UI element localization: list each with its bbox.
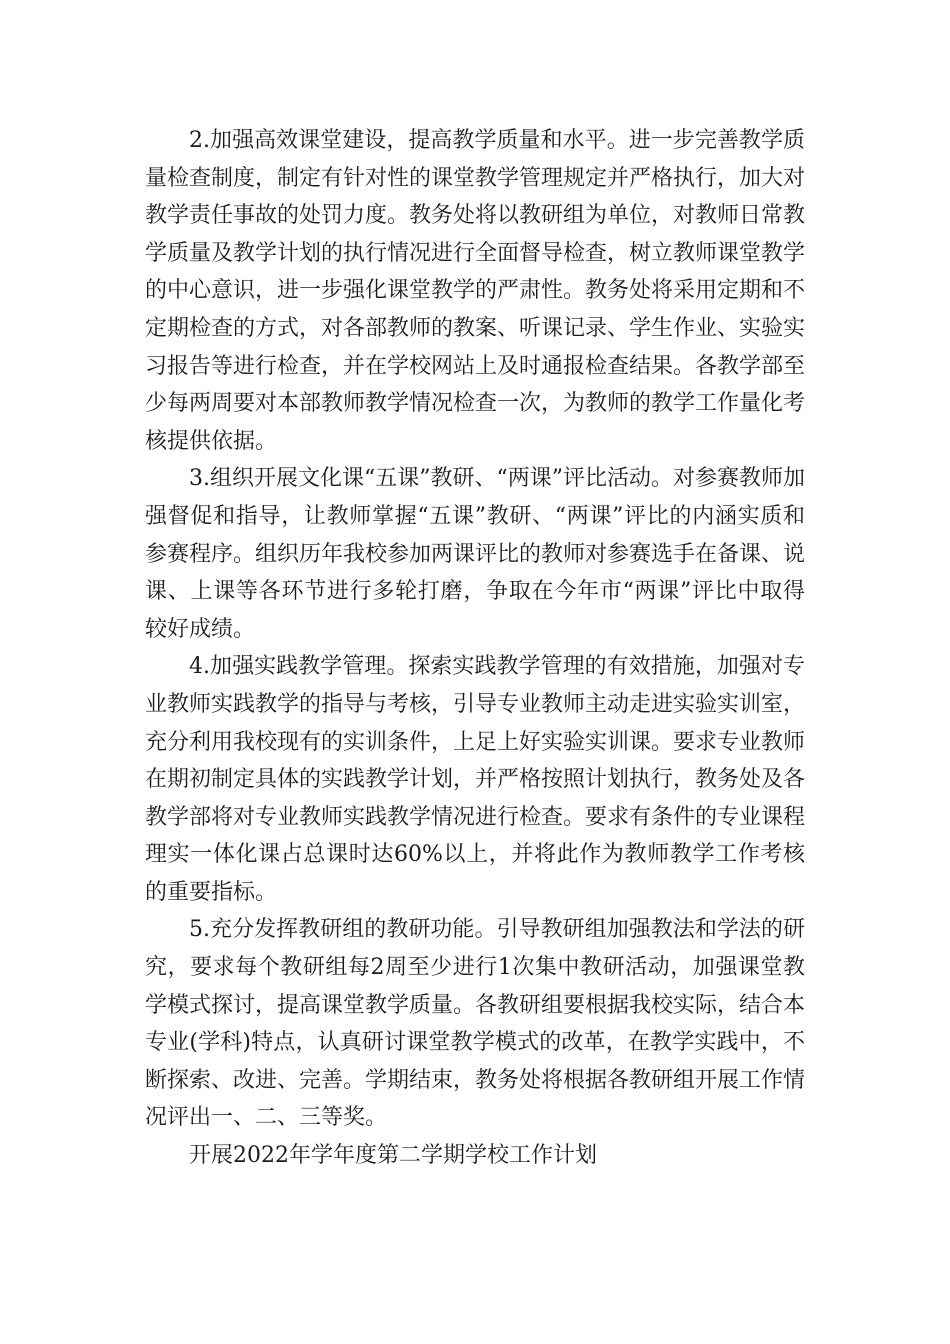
- paragraph-item-3: 3.组织开展文化课“五课”教研、“两课”评比活动。对参赛教师加强督促和指导，让教师掌握“五课”教研、“两课”评比的内涵实质和参赛程序。组织历年我校参加两课评比的教师对参赛选手在备课、说课、上课等各环节进行多轮打磨，争取在今年市“两课”评比中取得较好成绩。: [145, 466, 806, 642]
- paragraph-item-5: 5.充分发挥教研组的教研功能。引导教研组加强教法和学法的研究，要求每个教研组每2周至少进行1次集中教研活动，加强课堂教学模式探讨，提高课堂教学质量。各教研组要根据我校实际，结合本专业(学科)特点，认真研讨课堂教学模式的改革，在教学实践中，不断探索、改进、完善。学期结束，教务处将根据各教研组开展工作情况评出一、二、三等奖。: [145, 917, 806, 1131]
- paragraph-item-2: 2.加强高效课堂建设，提高教学质量和水平。进一步完善教学质量检查制度，制定有针对性的课堂教学管理规定并严格执行，加大对教学责任事故的处罚力度。教务处将以教研组为单位，对教师日常教学质量及教学计划的执行情况进行全面督导检查，树立教师课堂教学的中心意识，进一步强化课堂教学的严肃性。教务处将采用定期和不定期检查的方式，对各部教师的教案、听课记录、学生作业、实验实习报告等进行检查，并在学校网站上及时通报检查结果。各教学部至少每两周要对本部教师教学情况检查一次，为教师的教学工作量化考核提供依据。: [145, 128, 806, 454]
- closing-title-line: 开展2022年学年度第二学期学校工作计划: [189, 1143, 597, 1169]
- document-body: [145, 122, 805, 1175]
- paragraph-item-4: 4.加强实践教学管理。探索实践教学管理的有效措施，加强对专业教师实践教学的指导与考核，引导专业教师主动走进实验实训室，充分利用我校现有的实训条件，上足上好实验实训课。要求专业教师在期初制定具体的实践教学计划，并严格按照计划执行，教务处及各教学部将对专业教师实践教学情况进行检查。要求有条件的专业课程理实一体化课占总课时达60%以上，并将此作为教师教学工作考核的重要指标。: [145, 654, 806, 905]
